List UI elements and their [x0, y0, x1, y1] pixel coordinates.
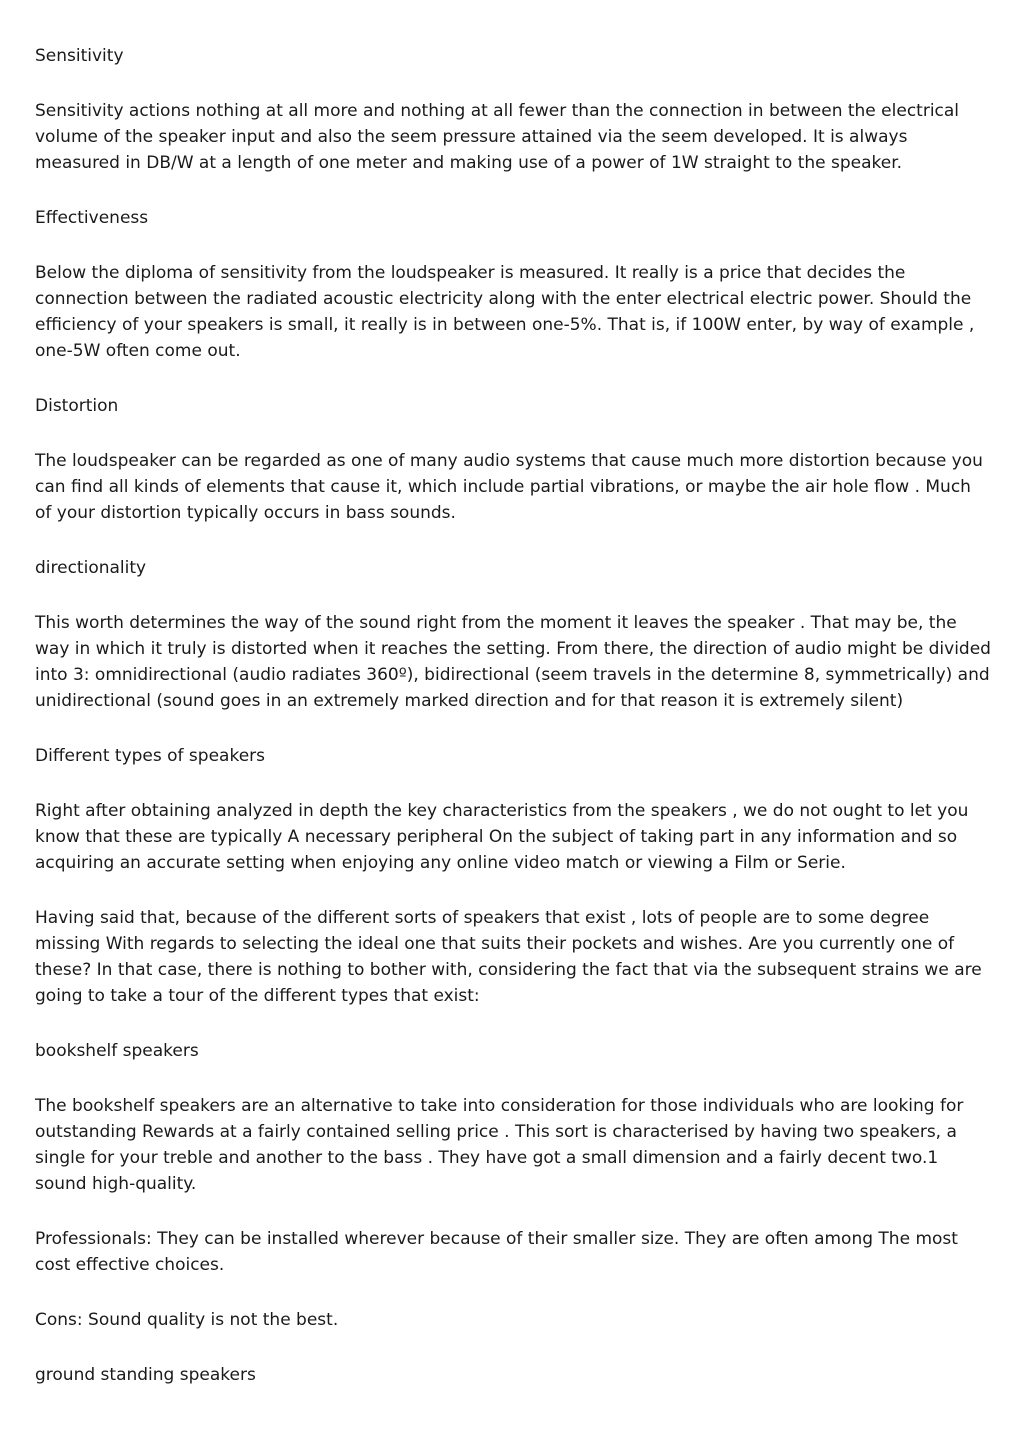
paragraph-effectiveness: Below the diploma of sensitivity from the loudspeaker is measured. It really is a price that decides the connection between the radiated acoustic electricity along with the enter electrical electric power. Should the efficiency of your speakers is small, it really is in between one-5%. That is, if 100W enter, by way of example , one-5W often come out.: [35, 263, 975, 361]
section-heading-speaker-types: Different types of speakers: [35, 746, 265, 766]
paragraph-sensitivity: Sensitivity actions nothing at all more and nothing at all fewer than the connection in between the electrical volume of the speaker input and also the seem pressure attained via the seem developed. It is always measured in DB/W at a length of one meter and making use of a power of 1W straight to the speaker.: [35, 101, 960, 173]
section-heading-directionality: directionality: [35, 558, 147, 578]
section-heading-effectiveness: Effectiveness: [35, 208, 149, 228]
document-page: [35, 43, 991, 1417]
paragraph-bookshelf-speakers: The bookshelf speakers are an alternative to take into consideration for those individuals who are looking for outstanding Rewards at a fairly contained selling price . This sort is characterised by having two speakers, a single for your treble and another to the bass . They have got a small dimension and a fairly decent two.1 sound high-quality.: [35, 1096, 964, 1194]
paragraph-speaker-types-tour: Having said that, because of the different sorts of speakers that exist , lots of people are to some degree missing With regards to selecting the ideal one that suits their pockets and wishes. Are you currently one of these? In that case, there is nothing to bother with, considering the fact that via the subsequent strains we are going to take a tour of the different types that exist:: [35, 908, 982, 1006]
paragraph-speaker-types-intro: Right after obtaining analyzed in depth the key characteristics from the speakers , we do not ought to let you know that these are typically A necessary peripheral On the subject of taking part in any information and so acquiring an accurate setting when enjoying any online video match or viewing a Film or Serie.: [35, 801, 969, 873]
section-heading-sensitivity: Sensitivity: [35, 46, 124, 66]
paragraph-directionality: This worth determines the way of the sound right from the moment it leaves the speaker . That may be, the way in which it truly is distorted when it reaches the setting. From there, the direction of audio might be divided into 3: omnidirectional (audio radiates 360º), bidirectional (seem travels in the determine 8, symmetrically) and unidirectional (sound goes in an extremely marked direction and for that reason it is extremely silent): [35, 613, 991, 711]
paragraph-distortion: The loudspeaker can be regarded as one of many audio systems that cause much more distortion because you can find all kinds of elements that cause it, which include partial vibrations, or maybe the air hole flow . Much of your distortion typically occurs in bass sounds.: [35, 451, 983, 523]
section-heading-distortion: Distortion: [35, 396, 119, 416]
section-heading-ground-standing-speakers: ground standing speakers: [35, 1365, 256, 1385]
section-heading-bookshelf-speakers: bookshelf speakers: [35, 1041, 199, 1061]
paragraph-bookshelf-cons: Cons: Sound quality is not the best.: [35, 1310, 339, 1330]
paragraph-bookshelf-pros: Professionals: They can be installed wherever because of their smaller size. They are often among The most cost effective choices.: [35, 1229, 958, 1275]
